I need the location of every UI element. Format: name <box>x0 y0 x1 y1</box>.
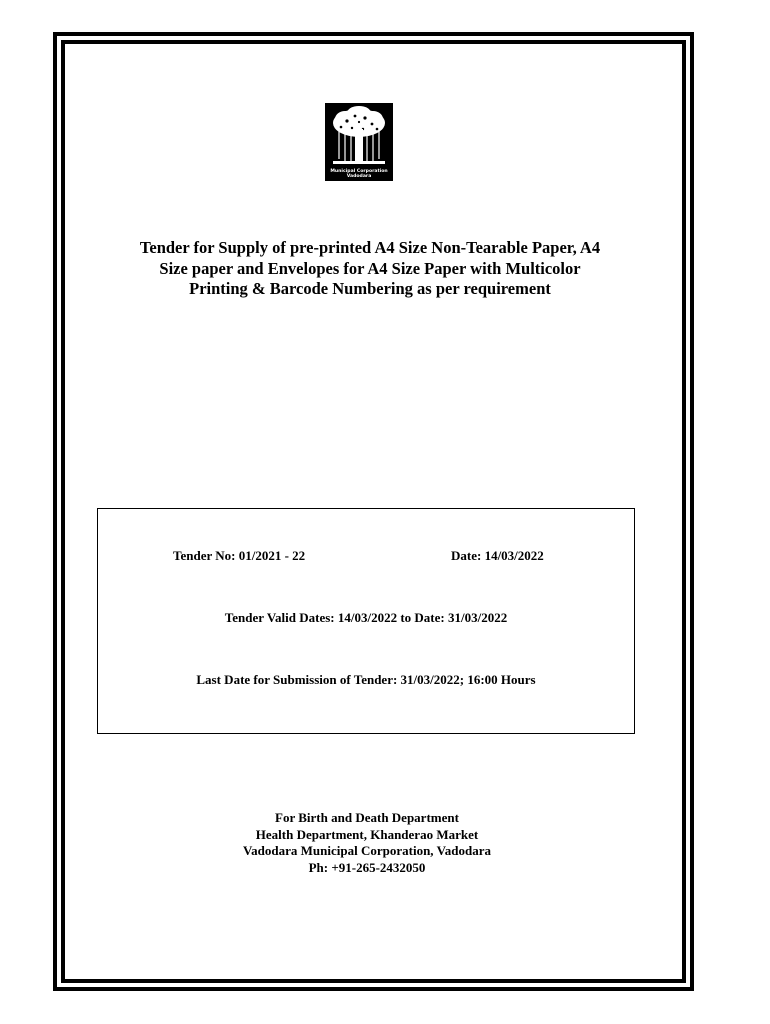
tender-title <box>90 238 650 300</box>
banyan-tree-icon <box>325 103 393 169</box>
tender-title-line2: Size paper and Envelopes for A4 Size Paper with Multicolor <box>159 258 581 278</box>
corporation-line: Vadodara Municipal Corporation, Vadodara <box>242 843 491 858</box>
tender-info-box <box>97 508 635 734</box>
vmc-logo <box>325 103 393 181</box>
tender-number: Tender No: 01/2021 - 22 <box>173 548 306 563</box>
tender-title-line1: Tender for Supply of pre-printed A4 Size Non-Tearable Paper, A4 <box>139 238 601 257</box>
submission-deadline: Last Date for Submission of Tender: 31/03/2022; 16:00 Hours <box>196 672 536 687</box>
logo-text-line2: Vadodara <box>346 174 372 179</box>
issuer-address <box>90 810 644 876</box>
logo-text-line1: Municipal Corporation <box>330 169 388 174</box>
office-line: Health Department, Khanderao Market <box>255 826 479 842</box>
tender-title-line3: Printing & Barcode Numbering as per requirement <box>189 279 551 298</box>
phone-line: Ph: +91-265-2432050 <box>308 859 426 875</box>
department-line: For Birth and Death Department <box>275 810 459 825</box>
tender-date: Date: 14/03/2022 <box>451 548 544 563</box>
tender-valid-dates: Tender Valid Dates: 14/03/2022 to Date: 31/03/2022 <box>224 610 508 625</box>
